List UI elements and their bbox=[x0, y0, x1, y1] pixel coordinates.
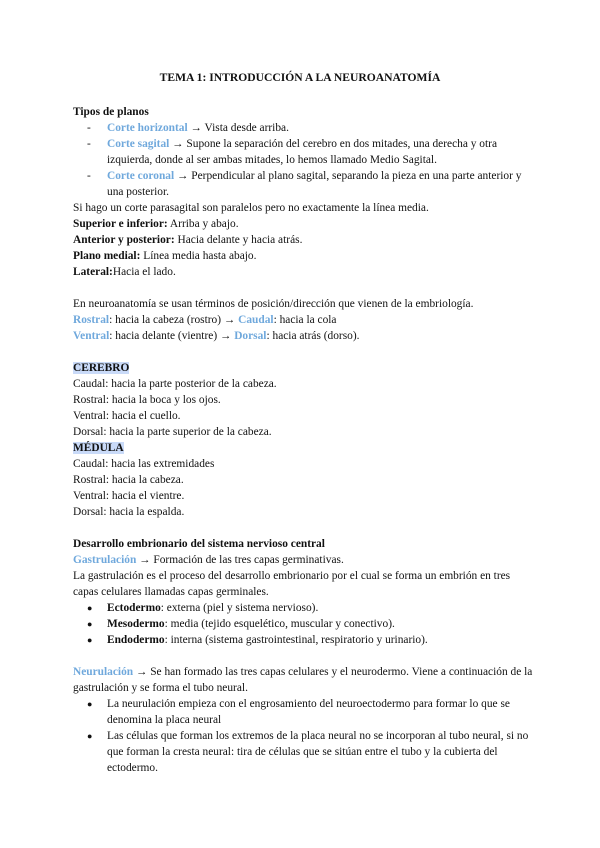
term-dorsal: Dorsal bbox=[234, 330, 267, 342]
planos-section bbox=[73, 104, 533, 280]
item-text: : interna (sistema gastrointestinal, respiratorio y urinario). bbox=[164, 634, 428, 646]
term-ventral: Ventral bbox=[73, 330, 110, 342]
page-title: TEMA 1: INTRODUCCIÓN A LA NEUROANATOMÍA bbox=[159, 71, 441, 84]
medula-heading bbox=[73, 440, 533, 456]
planos-heading: Tipos de planos bbox=[73, 106, 149, 118]
def-line bbox=[73, 216, 533, 232]
cerebro-line: Rostral: hacia la boca y los ojos. bbox=[73, 394, 221, 406]
item-text: : media (tejido esquelético, muscular y conectivo). bbox=[164, 618, 395, 630]
def-line bbox=[73, 232, 533, 248]
direcciones-intro: En neuroanatomía se usan términos de posición/dirección que vienen de la embriología. bbox=[73, 298, 474, 310]
planos-list bbox=[73, 120, 533, 200]
desarrollo-heading: Desarrollo embrionario del sistema nervioso central bbox=[73, 538, 325, 550]
term-corte-coronal: Corte coronal bbox=[107, 170, 175, 182]
desarrollo-section bbox=[73, 536, 533, 776]
neurulacion-text: → Se han formado las tres capas celulares y el neurodermo. Viene a continuación de la gastrulación y se forma el tubo neural. bbox=[73, 666, 533, 694]
cerebro-line: Dorsal: hacia la parte superior de la cabeza. bbox=[73, 426, 272, 438]
list-item: ● Las células que forman los extremos de la placa neural no se incorporan al tubo neural, si no que forman la cresta neural: tira de células que se sitúan entre el tubo y la cubierta del ectodermo. bbox=[73, 728, 533, 776]
def-line bbox=[73, 248, 533, 264]
ventral-dorsal-line bbox=[73, 328, 533, 344]
def-term: Plano medial: bbox=[73, 250, 141, 262]
term-rostral: Rostral bbox=[73, 314, 110, 326]
capas-list bbox=[73, 600, 533, 648]
gastrulacion-line bbox=[73, 552, 533, 568]
medula-line: Caudal: hacia las extremidades bbox=[73, 458, 215, 470]
ventral-text: : hacia delante (vientre) → bbox=[109, 330, 235, 342]
neurulacion-list bbox=[73, 696, 533, 776]
medula-line: Dorsal: hacia la espalda. bbox=[73, 506, 185, 518]
term-corte-sagital: Corte sagital bbox=[107, 138, 170, 150]
def-text: Línea media hasta abajo. bbox=[140, 250, 257, 262]
list-item: ● La neurulación empieza con el engrosamiento del neuroectodermo para formar lo que se denomina la placa neural bbox=[73, 696, 533, 728]
rostral-caudal-line bbox=[73, 312, 533, 328]
list-item bbox=[73, 168, 533, 200]
def-term: Lateral: bbox=[73, 266, 113, 278]
def-line bbox=[73, 264, 533, 280]
medula-heading-text: MÉDULA bbox=[73, 442, 124, 454]
medula-line: Rostral: hacia la cabeza. bbox=[73, 474, 184, 486]
cerebro-heading-text: CEREBRO bbox=[73, 362, 130, 374]
dorsal-text: : hacia atrás (dorso). bbox=[266, 330, 360, 342]
cerebro-heading bbox=[73, 360, 533, 376]
list-item bbox=[73, 136, 533, 168]
list-item bbox=[73, 632, 533, 648]
def-term: Anterior y posterior: bbox=[73, 234, 175, 246]
direcciones-section bbox=[73, 296, 533, 344]
def-text: Hacia el lado. bbox=[112, 266, 176, 278]
term-endodermo: Endodermo bbox=[107, 634, 165, 646]
item-text: : externa (piel y sistema nervioso). bbox=[160, 602, 319, 614]
term-mesodermo: Mesodermo bbox=[107, 618, 165, 630]
term-caudal: Caudal bbox=[238, 314, 274, 326]
cerebro-line: Caudal: hacia la parte posterior de la cabeza. bbox=[73, 378, 277, 390]
term-gastrulacion: Gastrulación bbox=[73, 554, 137, 566]
def-text: Hacia delante y hacia atrás. bbox=[174, 234, 303, 246]
list-item bbox=[73, 616, 533, 632]
gastrulacion-desc: La gastrulación es el proceso del desarrollo embrionario por el cual se forma un embrión en tres capas celulares llamadas capas germinales. bbox=[73, 570, 511, 598]
term-corte-horizontal: Corte horizontal bbox=[107, 122, 188, 134]
item-text: → Perpendicular al plano sagital, separando la pieza en una parte anterior y una posterior. bbox=[107, 170, 522, 198]
def-text: Arriba y abajo. bbox=[167, 218, 239, 230]
medula-line: Ventral: hacia el vientre. bbox=[73, 490, 185, 502]
term-neurulacion: Neurulación bbox=[73, 666, 134, 678]
gastrulacion-text: → Formación de las tres capas germinativas. bbox=[136, 554, 344, 566]
cerebro-section bbox=[73, 360, 533, 520]
neurulacion-line bbox=[73, 664, 533, 696]
list-item bbox=[73, 120, 533, 136]
parasagital-note: Si hago un corte parasagital son paralelos pero no exactamente la línea media. bbox=[73, 202, 429, 214]
cerebro-line: Ventral: hacia el cuello. bbox=[73, 410, 181, 422]
term-ectodermo: Ectodermo bbox=[107, 602, 161, 614]
item-text: → Supone la separación del cerebro en dos mitades, una derecha y otra izquierda, donde al ser ambas mitades, lo hemos llamado Medio Sagital. bbox=[107, 138, 497, 166]
item-text: → Vista desde arriba. bbox=[187, 122, 289, 134]
def-term: Superior e inferior: bbox=[73, 218, 168, 230]
list-item bbox=[73, 600, 533, 616]
caudal-text: : hacia la cola bbox=[273, 314, 337, 326]
rostral-text: : hacia la cabeza (rostro) → bbox=[109, 314, 239, 326]
